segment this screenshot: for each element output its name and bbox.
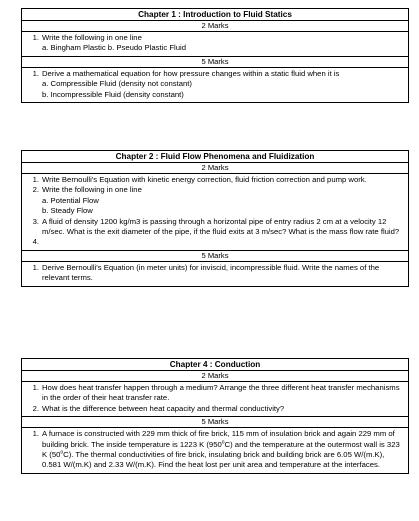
question-text [42,429,408,471]
question-number: 3. [32,216,39,226]
text-segment: C). The thermal conductivities of fire brick, insulating brick and building brick are 6.05 W/(m.K), 0.581 W/(m.K) and 2.33 W/(m.K). Find the heat lost per unit area and temperature at the interfaces. [42,450,385,470]
chapter-1-table [21,8,409,103]
question-number: 1. [32,383,39,392]
question [22,383,408,404]
text-segment: A furnace is constructed with 229 mm thick of fire brick, 115 mm of insulation brick and again 229 mm of building brick. The inside temperature is 1223 K (950 [42,429,395,449]
question-block-5-marks [22,68,408,102]
question-text: Write Bernoulli's Equation with kinetic energy correction, fluid friction correction and pump work. [42,175,367,184]
question [22,263,408,284]
question-text: How does heat transfer happen through a medium? Arrange the three different heat transfer mechanisms in the order of their heat transfer rate. [42,383,400,403]
sub-item: b. Incompressible Fluid (density constant) [42,89,184,99]
question-number: 2. [32,403,39,413]
chapter-title: Chapter 2 : Fluid Flow Phenomena and Fluidization [22,151,408,163]
question-text: What is the difference between heat capacity and thermal conductivity? [42,403,285,413]
question [22,429,408,471]
question-block-2-marks [22,32,408,57]
marks-header: 2 Marks [22,163,408,174]
sub-item: a. Compressible Fluid (density not constant) [42,79,192,89]
question-block-5-marks [22,262,408,286]
question-number: 4. [32,237,39,247]
text-segment: C) and the temperature at the outermost wall is 323 K (50 [42,439,400,460]
question-number: 1. [32,33,39,42]
question-number: 1. [32,429,39,439]
marks-header: 5 Marks [22,417,408,428]
chapter-4-table [21,358,409,474]
question [22,185,408,195]
degree-superscript: o [60,449,64,456]
marks-header: 5 Marks [22,57,408,68]
marks-header: 2 Marks [22,371,408,382]
chapter-title: Chapter 4 : Conduction [22,359,408,371]
marks-header: 2 Marks [22,21,408,32]
question [22,69,408,79]
question-text: Derive a mathematical equation for how pressure changes within a static fluid when it is [42,68,340,78]
question [22,175,408,185]
question-block-2-marks [22,174,408,251]
question-number: 2. [32,185,39,195]
degree-superscript: o [221,439,225,446]
question-text [42,237,408,247]
question [22,404,408,414]
chapter-title: Chapter 1 : Introduction to Fluid Statics [22,9,408,21]
marks-header: 5 Marks [22,251,408,262]
question [22,217,408,238]
question [22,33,408,43]
question [22,237,408,247]
question-number: 1. [32,262,39,272]
question-text: Derive Bernoulli's Equation (in meter units) for inviscid, incompressible fluid. Write the names of the relevant terms. [42,262,380,283]
question-block-2-marks [22,382,408,417]
chapter-2-table [21,150,409,287]
question-text: Write the following in one line [42,185,142,195]
question-text: A fluid of density 1200 kg/m3 is passing through a horizontal pipe of entry radius 2 cm at a velocity 12 m/sec. What is the exit diameter of the pipe, if the fluid exits at 3 m/sec? What is the mass flow rate fluid? [42,216,400,237]
sub-item: b. Steady Flow [42,206,93,216]
question-number: 1. [32,175,39,184]
question-block-5-marks [22,428,408,473]
sub-item: a. Potential Flow [42,195,99,205]
sub-item: a. Bingham Plastic b. Pseudo Plastic Fluid [42,43,186,53]
question-number: 1. [32,68,39,78]
question-text: Write the following in one line [42,33,142,42]
